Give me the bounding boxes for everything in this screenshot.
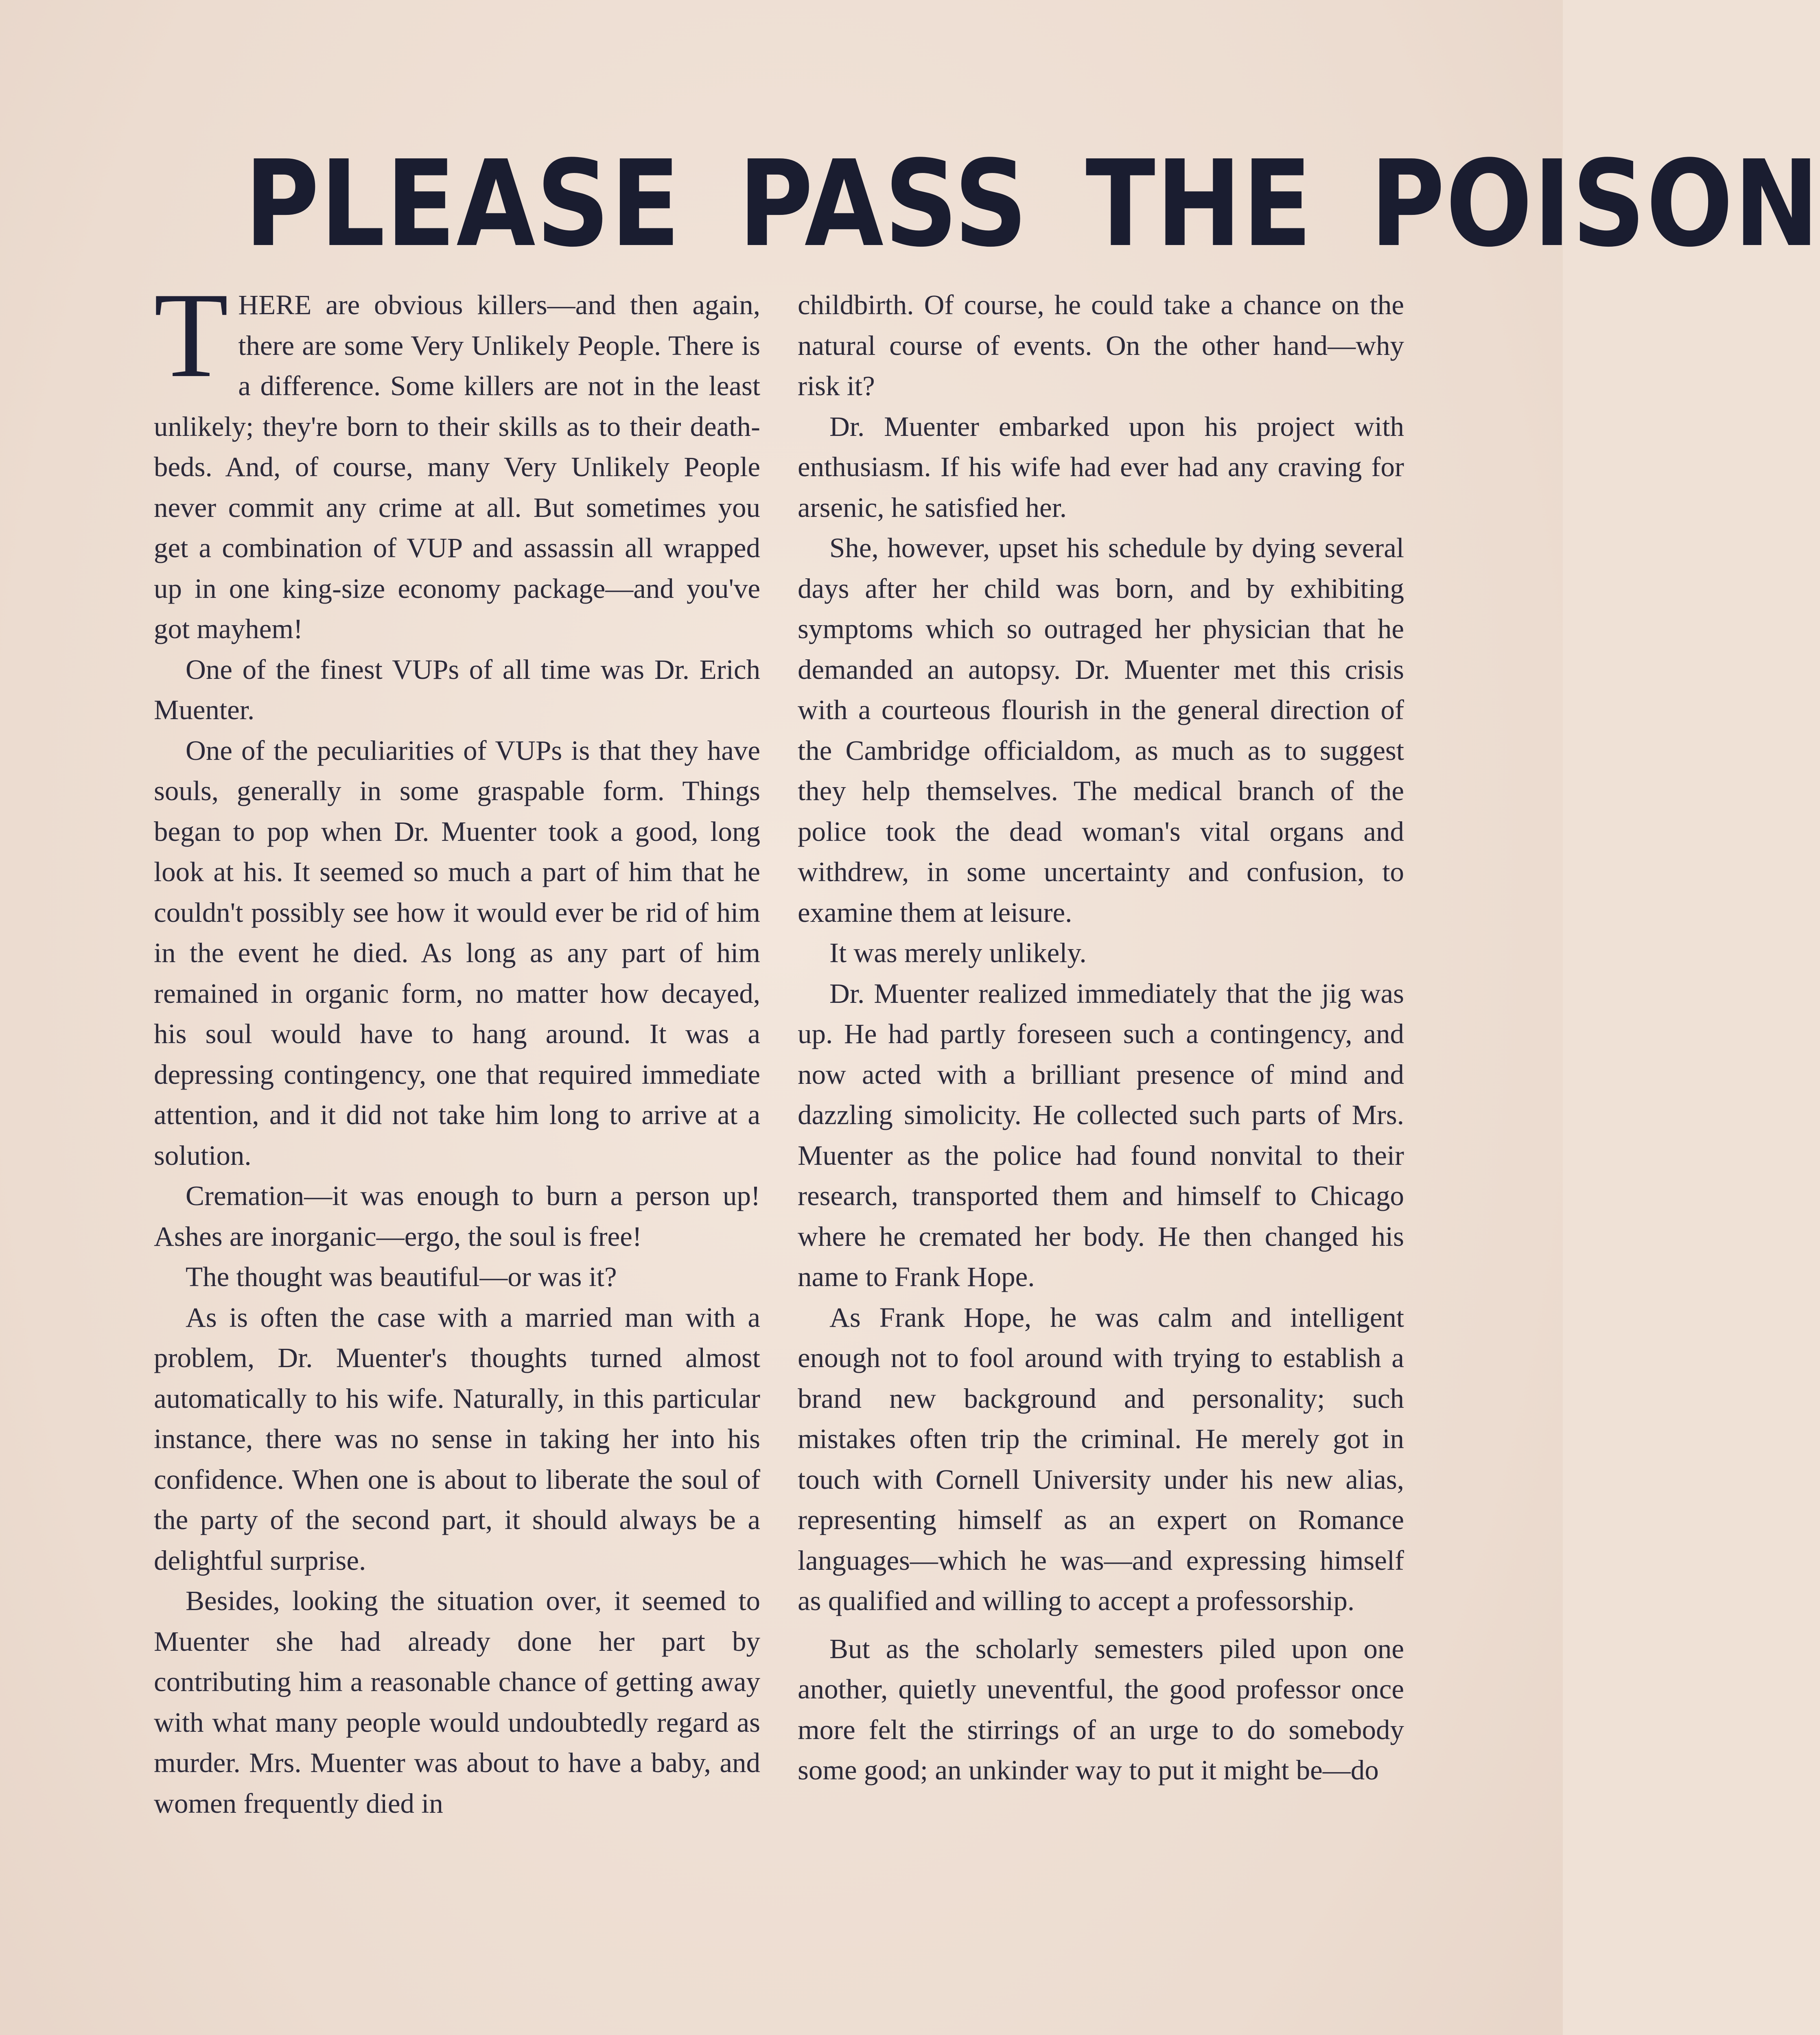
paragraph-13: As Frank Hope, he was calm and intelligent enough not to fool around with trying to establish a brand new background and personality; such mistakes often trip the criminal. He merely got in touch with Cornell University under his new alias, representing himself as an expert on Romance languages—which he was—and expressing himself as qualified and willing to accept a professorship. — [798, 1302, 1404, 1616]
paragraph-7: Besides, looking the situation over, it seemed to Muenter she had already done her part by contributing him a reasonable chance of getting away with what many people would undoubtedly regard as murder. Mrs. Muenter was about to have a baby, and women frequently died in — [154, 1585, 760, 1819]
paragraph-1-text: HERE are obvious killers—and then again, there are some Very Unlikely People. There is a difference. Some killers are not in the least unlikely; they're born to their skills as to their death-beds. And, of course, many Very Unlikely People never commit any crime at all. But sometimes you get a combination of VUP and assassin all wrapped up in one king-size economy package—and you've got mayhem! — [154, 289, 760, 644]
right-column — [798, 285, 1404, 1791]
paragraph-10: She, however, upset his schedule by dying several days after her child was born, and by exhibiting symptoms which so outraged her physician that he demanded an autopsy. Dr. Muenter met this crisis with a courteous flourish in the general direction of the Cambridge officialdom, as much as to suggest they help themselves. The medical branch of the police took the dead woman's vital organs and withdrew, in some uncertainty and confusion, to examine them at leisure. — [798, 532, 1404, 928]
paragraph-4: Cremation—it was enough to burn a person up! Ashes are inorganic—ergo, the soul is free! — [154, 1180, 760, 1252]
paragraph-9: Dr. Muenter embarked upon his project with enthusiasm. If his wife had ever had any craving for arsenic, he satisfied her. — [798, 411, 1404, 523]
paragraph-6: As is often the case with a married man with a problem, Dr. Muenter's thoughts turned almost automatically to his wife. Naturally, in this particular instance, there was no sense in taking her into his confidence. When one is about to liberate the soul of the party of the second part, it should always be a delightful surprise. — [154, 1302, 760, 1576]
paragraph-2: One of the finest VUPs of all time was Dr. Erich Muenter. — [154, 654, 760, 725]
paragraph-12: Dr. Muenter realized immediately that the jig was up. He had partly foreseen such a contingency, and now acted with a brilliant presence of mind and dazzling simolicity. He collected such parts of Mrs. Muenter as the police had found nonvital to their research, transported them and himself to Chicago where he cremated her body. He then changed his name to Frank Hope. — [798, 978, 1404, 1292]
paragraph-1 — [154, 267, 760, 650]
left-column — [154, 267, 760, 1824]
paragraph-14: But as the scholarly semesters piled upon one another, quietly uneventful, the good professor once more felt the stirrings of an urge to do somebody some good; an unkinder way to put it might be—do — [798, 1633, 1404, 1786]
paragraph-8: childbirth. Of course, he could take a chance on the natural course of events. On the other hand—why risk it? — [798, 289, 1404, 401]
paragraph-5: The thought was beautiful—or was it? — [186, 1261, 617, 1292]
paragraph-3: One of the peculiarities of VUPs is that they have souls, generally in some graspable form. Things began to pop when Dr. Muenter took a good, long look at his. It seemed so much a part of him that he couldn't possibly see how it would ever be rid of him in the event he died. As long as any part of him remained in organic form, no matter how decayed, his soul would have to hang around. It was a depressing contingency, one that required immediate attention, and it did not take him long to arrive at a solution. — [154, 735, 760, 1171]
drop-cap: T — [154, 267, 229, 403]
paragraph-11: It was merely unlikely. — [829, 937, 1087, 968]
story-title: PLEASE PASS THE POISON — [244, 135, 1820, 273]
